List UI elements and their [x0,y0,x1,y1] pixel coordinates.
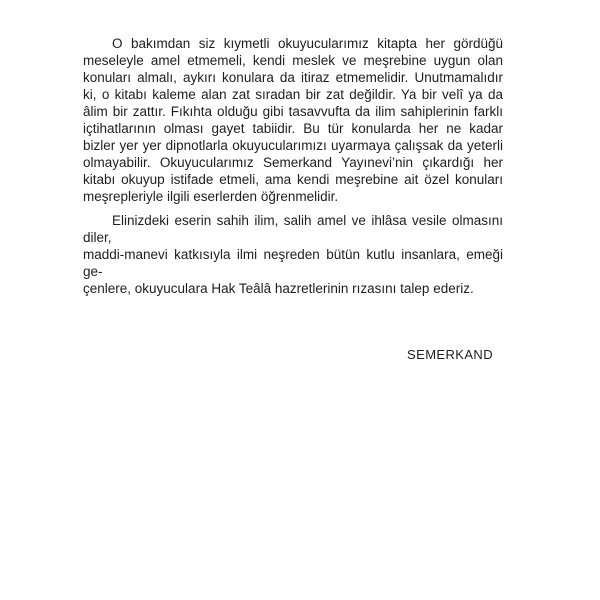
text-line: Elinizdeki eserin sahih ilim, salih amel ve ihlâsa vesile olmasını diler, [83,213,503,245]
text-line: maddi-manevi katkısıyla ilmi neşreden bütün kutlu insanlara, emeği ge- [83,247,503,279]
paragraph-foreword-advice [83,35,503,205]
text-line: çenlere, okuyuculara Hak Teâlâ hazretlerinin rızasını talep ederiz. [83,281,474,296]
text-line: âlim bir zattır. Fıkıhta olduğu gibi tasavvufta da ilim sahiplerinin farklı [83,104,503,119]
text-line: konuları almalı, aykırı konulara da itiraz etmemelidir. Unutmamalıdır [83,70,503,85]
text-line: bizler yer yer dipnotlarla okuyucularımızı uyarmaya çalışsak da yeterli [83,138,503,153]
text-line: içtihatlarının olması gayet tabiidir. Bu tür konularda her ne kadar [83,121,503,136]
text-line: kitabı okuyup istifade etmeli, ama kendi meşrebine ait özel konuları [83,172,503,187]
text-line: meşrepleriyle ilgili eserlerden öğrenmelidir. [83,189,339,204]
publisher-signature: SEMERKAND [407,347,493,362]
text-line: O bakımdan siz kıymetli okuyucularımız kitapta her gördüğü [112,36,503,51]
text-line: ki, o kitabı kaleme alan zat sıradan bir zat değildir. Ya bir velî ya da [83,87,503,102]
text-line: olmayabilir. Okuyucularımız Semerkand Yayınevi’nin çıkardığı her [83,155,503,170]
page-text-block [83,35,503,363]
paragraph-closing-prayer [83,212,503,297]
text-line: meseleyle amel etmemeli, kendi meslek ve meşrebine uygun olan [83,53,503,68]
